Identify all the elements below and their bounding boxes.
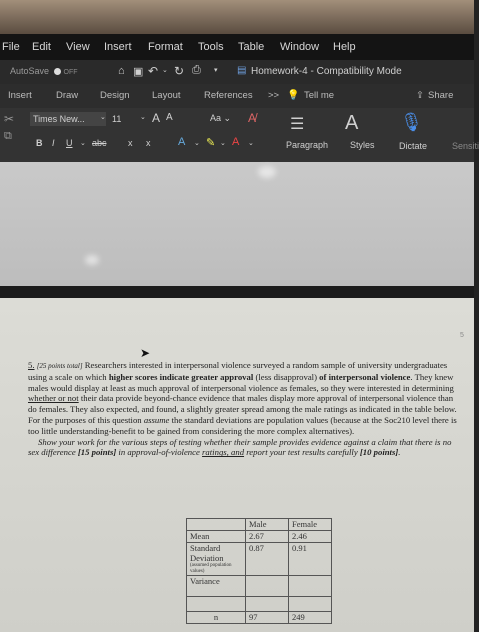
cell-value[interactable] [246, 597, 289, 612]
font-name-select[interactable]: Times New... [30, 112, 106, 126]
table-header-cell [187, 519, 246, 531]
menu-file[interactable]: File [2, 41, 20, 53]
tab-references[interactable]: References [204, 90, 253, 101]
share-button[interactable]: Share [428, 90, 454, 101]
font-color-dropdown-icon[interactable]: ⌄ [248, 140, 254, 147]
clear-formatting-icon[interactable]: A̸ [248, 111, 257, 125]
text-effects-dropdown-icon[interactable]: ⌄ [194, 140, 200, 147]
autosave-toggle[interactable]: OFF [54, 66, 78, 76]
text-effects-icon[interactable]: A [178, 136, 186, 148]
paragraph-icon[interactable]: ☰ [290, 116, 305, 133]
row-label: Variance [187, 576, 246, 597]
tab-layout[interactable]: Layout [152, 90, 181, 101]
print-icon[interactable]: ⎙ [192, 64, 201, 76]
cell-value[interactable]: 0.91 [289, 543, 332, 576]
question-text [28, 360, 458, 458]
background-top [0, 0, 474, 34]
ribbon [0, 108, 479, 162]
tab-design[interactable]: Design [100, 90, 130, 101]
menu-table[interactable]: Table [238, 41, 265, 53]
title-bar [0, 60, 474, 84]
row-label: Standard Deviation (assumed population values) [187, 543, 246, 576]
table-row [187, 597, 332, 612]
undo-dropdown-icon[interactable]: ⌄ [162, 67, 168, 74]
cell-value[interactable]: 0.87 [246, 543, 289, 576]
font-color-icon[interactable]: A [232, 136, 240, 148]
menu-view[interactable]: View [66, 41, 90, 53]
copy-icon[interactable]: ⧉ [4, 130, 12, 142]
customize-dropdown-icon[interactable]: ▾ [214, 67, 218, 74]
home-icon[interactable]: ⌂ [118, 65, 125, 77]
table-row [187, 531, 332, 543]
menu-insert[interactable]: Insert [104, 41, 132, 53]
share-icon: ⇪ [416, 90, 424, 101]
menu-window[interactable]: Window [280, 41, 320, 53]
redo-icon[interactable]: ↻ [174, 64, 185, 78]
italic-icon[interactable]: I [52, 138, 55, 148]
paragraph-group-label[interactable]: Paragraph [286, 140, 329, 150]
cell-value[interactable]: 249 [289, 612, 332, 624]
font-size-select[interactable]: 11 [112, 114, 122, 124]
cell-value[interactable]: 2.67 [246, 531, 289, 543]
dictate-button[interactable]: Dictate [399, 141, 428, 151]
cell-value[interactable] [246, 576, 289, 597]
table-row [187, 612, 332, 624]
underline-icon[interactable]: U [66, 138, 73, 148]
page-gap [0, 286, 474, 298]
grow-font-icon[interactable]: A [152, 111, 161, 125]
tell-me-field[interactable]: Tell me [304, 90, 335, 101]
row-label: n [187, 612, 246, 624]
table-header-cell: Male [246, 519, 289, 531]
lightbulb-icon: 💡 [287, 90, 300, 101]
superscript-icon[interactable]: x [146, 138, 151, 148]
row-label: Mean [187, 531, 246, 543]
highlight-icon[interactable]: ✎ [206, 137, 216, 149]
highlight-dropdown-icon[interactable]: ⌄ [220, 140, 226, 147]
styles-group-label[interactable]: Styles [350, 140, 375, 150]
change-case-icon[interactable]: Aa ⌄ [210, 113, 232, 123]
cut-icon[interactable]: ✂ [4, 112, 15, 126]
undo-icon[interactable]: ↶ [148, 64, 159, 78]
mouse-cursor-icon: ➤ [140, 346, 151, 360]
statistics-table [186, 518, 332, 624]
underline-dropdown-icon[interactable]: ⌄ [80, 140, 86, 147]
instructions-paragraph: Show your work for the various steps of testing whether their sample provides evidence against a claim that there is no sex difference [15 points] in approval-of-violence ratings, and report your test results carefully [10 points]. [28, 436, 452, 458]
tab-more[interactable]: >> [268, 90, 280, 101]
cell-value[interactable] [289, 576, 332, 597]
document-canvas [0, 162, 474, 286]
font-size-dropdown-icon[interactable]: ⌄ [140, 114, 146, 121]
sensitivity-button[interactable]: Sensiti [452, 141, 479, 151]
table-row [187, 576, 332, 597]
document-icon: ▤ [237, 65, 247, 76]
font-name-dropdown-icon[interactable]: ⌄ [100, 114, 106, 121]
question-paragraph: 5. [25 points total] Researchers interested in interpersonal violence surveyed a random sample of university undergraduates using a scale on which higher scores indicate greater approval (less disapproval) of interpersonal violence. They knew males would display at least as much approval of interpersonal violence as females, so they were interested in determining whether or not their data provide beyond-chance evidence that males display more approval of interpersonal violence than do females. They also expected, and found, a slightly greater spread among the male ratings as indicated in the table below. For the purposes of this question assume the standard deviations are population values (because at the Soc210 level there is too little understanding-benefit to be gained from considering the more complex alternatives). [28, 360, 457, 436]
subscript-icon[interactable]: x [128, 138, 133, 148]
document-title: Homework-4 - Compatibility Mode [251, 66, 402, 77]
bold-icon[interactable]: B [36, 138, 43, 148]
ribbon-tabs [0, 84, 474, 108]
menu-edit[interactable]: Edit [32, 41, 51, 53]
menu-format[interactable]: Format [148, 41, 183, 53]
cell-value[interactable]: 97 [246, 612, 289, 624]
page-number: 5 [460, 332, 464, 339]
autosave-label: AutoSave [10, 66, 50, 76]
strikethrough-icon[interactable]: abc [92, 138, 107, 148]
row-sublabel: (assumed population values) [190, 563, 232, 574]
cell-value[interactable] [289, 597, 332, 612]
microphone-icon[interactable]: 🎙 [400, 112, 423, 132]
row-label [187, 597, 246, 612]
tab-draw[interactable]: Draw [56, 90, 79, 101]
styles-icon[interactable]: A [345, 112, 359, 134]
save-icon[interactable]: ▣ [133, 66, 144, 78]
table-header-cell: Female [289, 519, 332, 531]
table-header-row [187, 519, 332, 531]
menu-tools[interactable]: Tools [198, 41, 224, 53]
shrink-font-icon[interactable]: A [166, 112, 173, 123]
menu-bar [0, 34, 474, 60]
tab-insert[interactable]: Insert [8, 90, 32, 101]
cell-value[interactable]: 2.46 [289, 531, 332, 543]
table-row [187, 543, 332, 576]
menu-help[interactable]: Help [333, 41, 356, 53]
